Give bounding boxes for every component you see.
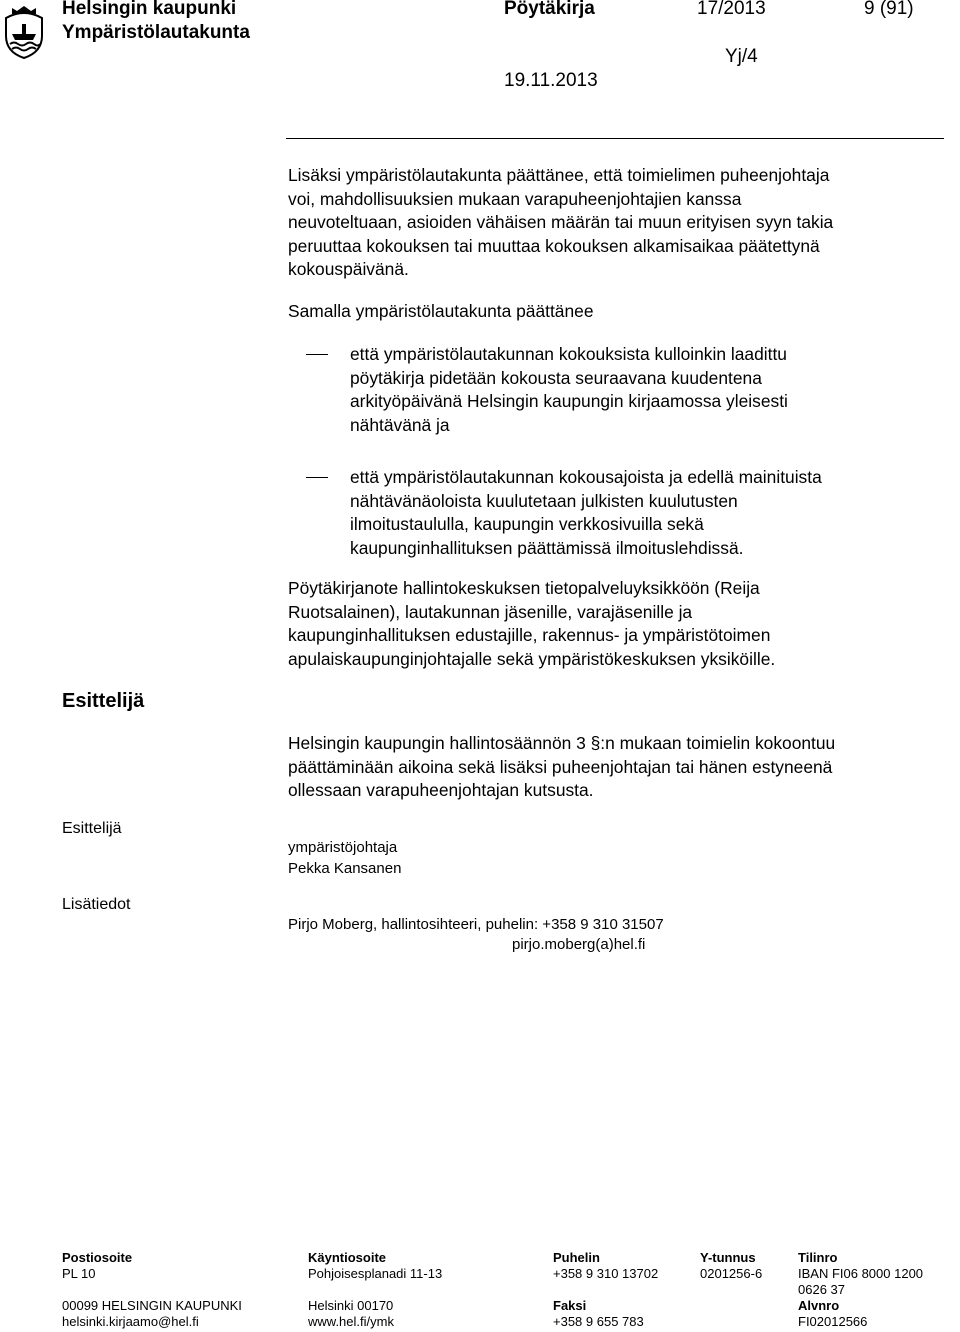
footer-phone-label: Puhelin [553, 1250, 600, 1265]
paragraph-2 [288, 300, 948, 324]
paragraph-3-line: Pöytäkirjanote hallintokeskuksen tietopalveluyksikköön (Reija [288, 578, 760, 598]
department-name: Ympäristölautakunta [62, 22, 250, 43]
footer-account [798, 1250, 923, 1330]
presenter-name: Pekka Kansanen [288, 859, 402, 877]
bullet-item-1 [350, 343, 788, 437]
paragraph-1-line: neuvoteltuaan, asioiden vähäisen määrän tai muun erityisen syyn takia [288, 212, 834, 233]
info-label: Lisätiedot [62, 896, 131, 913]
meeting-date: 19.11.2013 [504, 70, 598, 91]
footer-vat-label: Alvnro [798, 1298, 840, 1313]
presenter-title: ympäristöjohtaja [288, 839, 398, 856]
footer-postal-email: helsinki.kirjaamo@hel.fi [62, 1314, 199, 1329]
item-code: Yj/4 [725, 46, 758, 67]
bullet-item-2 [350, 466, 822, 560]
section-title-presenter: Esittelijä [62, 690, 145, 712]
paragraph-3-line: kaupunginhallituksen edustajille, rakennus- ja ympäristötoimen [288, 625, 771, 646]
footer-iban: IBAN FI06 8000 1200 [798, 1266, 924, 1281]
footer-visit-label: Käyntiosoite [308, 1250, 387, 1265]
bullet-dash [306, 354, 328, 355]
doc-number: 17/2013 [697, 0, 766, 19]
paragraph-1-line: peruuttaa kokouksen tai muuttaa kokouksen alkamisaikaa päätettynä [288, 235, 820, 256]
presenter-block [288, 838, 401, 879]
footer-iban-cont: 0626 37 [798, 1282, 845, 1297]
paragraph-1 [288, 164, 948, 282]
footer-postal [62, 1250, 242, 1330]
org-name: Helsingin kaupunki [62, 0, 237, 19]
paragraph-1-line: voi, mahdollisuuksien mukaan varapuheenjohtajien kanssa [288, 188, 742, 209]
footer-business-id-label: Y-tunnus [700, 1250, 756, 1265]
paragraph-1-line: kokouspäivänä. [288, 259, 409, 280]
footer-business-id-value: 0201256-6 [700, 1266, 763, 1281]
footer-phone [553, 1250, 658, 1330]
paragraph-4-line: Helsingin kaupungin hallintosäännön 3 §:n mukaan toimielin kokoontuu [288, 733, 836, 753]
paragraph-4-line: päättäminään aikoina sekä lisäksi puheenjohtajan tai hänen estyneenä [288, 756, 833, 777]
footer-postal-city: 00099 HELSINGIN KAUPUNKI [62, 1298, 242, 1313]
footer-fax-label: Faksi [553, 1298, 587, 1313]
bullet-2-line: nähtävänäoloista kuulutetaan julkisten kuulutusten [350, 490, 738, 511]
footer-postal-box: PL 10 [62, 1266, 96, 1281]
page-number: 9 (91) [864, 0, 914, 19]
bullet-1-line: arkityöpäivänä Helsingin kaupungin kirjaamossa yleisesti [350, 391, 788, 412]
doc-type: Pöytäkirja [504, 0, 595, 19]
footer-visit-street: Pohjoisesplanadi 11-13 [308, 1266, 443, 1281]
paragraph-4-line: ollessaan varapuheenjohtajan kutsusta. [288, 780, 594, 801]
footer-vat-number: FI02012566 [798, 1314, 868, 1329]
bullet-1-line: että ympäristölautakunnan kokouksista kulloinkin laadittu [350, 344, 787, 364]
bullet-2-line: että ympäristölautakunnan kokousajoista ja edellä mainituista [350, 467, 822, 487]
paragraph-3-line: Ruotsalainen), lautakunnan jäsenille, varajäsenille ja [288, 601, 693, 622]
contact-email: pirjo.moberg(a)hel.fi [512, 936, 646, 953]
header-rule [286, 138, 944, 139]
footer-account-label: Tilinro [798, 1250, 838, 1265]
paragraph-4 [288, 732, 948, 803]
paragraph-2-line: Samalla ympäristölautakunta päättänee [288, 301, 594, 321]
bullet-2-line: kaupunginhallituksen päättämissä ilmoituslehdissä. [350, 537, 744, 558]
bullet-2-line: ilmoitustaululla, kaupungin verkkosivuilla sekä [350, 514, 704, 535]
footer-fax-number: +358 9 655 783 [553, 1314, 644, 1329]
paragraph-3-line: apulaiskaupunginjohtajalle sekä ympäristökeskuksen yksiköille. [288, 648, 776, 669]
footer-visit-city: Helsinki 00170 [308, 1298, 394, 1313]
contact-line: Pirjo Moberg, hallintosihteeri, puhelin: +358 9 310 31507 [288, 916, 664, 933]
paragraph-3 [288, 577, 948, 671]
bullet-dash [306, 477, 328, 478]
presenter-label: Esittelijä [62, 820, 122, 837]
footer-website: www.hel.fi/ymk [308, 1314, 394, 1329]
paragraph-1-line: Lisäksi ympäristölautakunta päättänee, että toimielimen puheenjohtaja [288, 165, 830, 185]
footer-business-id [700, 1250, 762, 1282]
helsinki-coat-of-arms-icon [0, 4, 48, 60]
footer-postal-label: Postiosoite [62, 1250, 133, 1265]
bullet-1-line: nähtävänä ja [350, 414, 450, 435]
footer-phone-number: +358 9 310 13702 [553, 1266, 659, 1281]
bullet-1-line: pöytäkirja pidetään kokousta seuraavana kuudentena [350, 367, 762, 388]
footer-visit [308, 1250, 442, 1330]
